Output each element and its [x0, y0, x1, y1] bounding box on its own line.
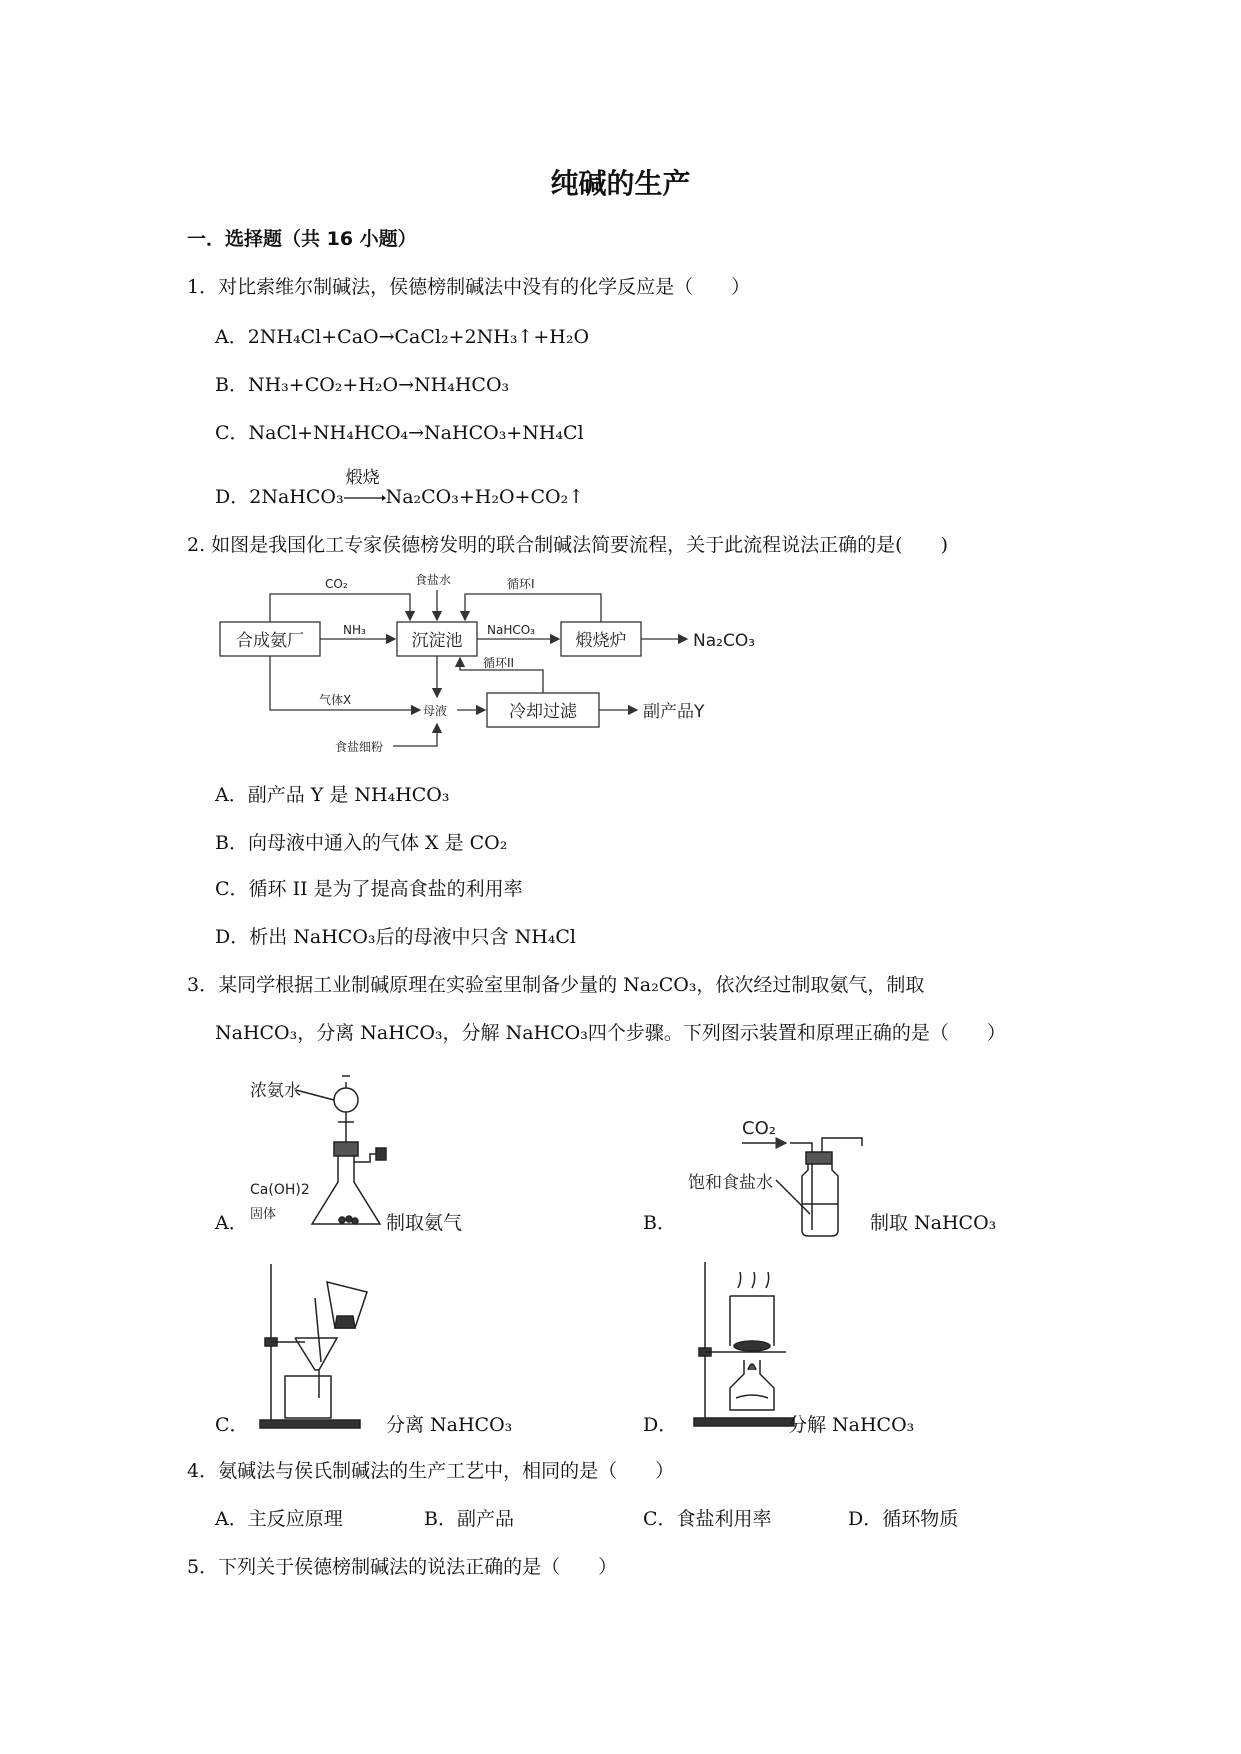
q1-d-reactant: D．2NaHCO₃	[215, 486, 344, 508]
flow-label-nh3: NH₃	[343, 623, 366, 637]
q3-option-b-letter: B．	[643, 1212, 676, 1234]
q3-option-a-letter: A．	[215, 1212, 248, 1234]
apparatus-b-figure	[680, 1110, 870, 1242]
flow-label-box1: 合成氨厂	[236, 631, 304, 651]
q4-option-b: B．副产品	[424, 1508, 514, 1530]
q3-option-c-letter: C．	[215, 1414, 249, 1436]
section-heading: 一．选择题（共 16 小题）	[187, 228, 417, 250]
flow-label-nahco3: NaHCO₃	[487, 623, 535, 637]
apparatus-b-label-brine: 饱和食盐水	[688, 1173, 773, 1193]
q1-option-c: C．NaCl+NH₄HCO₄→NaHCO₃+NH₄Cl	[215, 422, 584, 444]
arrow-icon	[344, 494, 386, 502]
flow-label-gasx: 气体X	[319, 693, 352, 707]
q1-option-d	[215, 468, 585, 508]
flow-label-salt: 食盐细粉	[335, 740, 384, 754]
reaction-arrow	[344, 468, 386, 503]
flow-label-box4: 冷却过滤	[509, 702, 577, 722]
flow-label-product: Na₂CO₃	[693, 631, 756, 651]
apparatus-a-label-ammonia: 浓氨水	[250, 1081, 301, 1101]
q4-option-d: D．循环物质	[848, 1508, 959, 1530]
q3-stem-line2: NaHCO₃，分离 NaHCO₃，分解 NaHCO₃四个步骤。下列图示装置和原理正确的是（ ）	[215, 1022, 1006, 1044]
q2-option-b: B．向母液中通入的气体 X 是 CO₂	[215, 832, 508, 854]
q3-option-a-caption: 制取氨气	[386, 1212, 463, 1234]
q3-option-c-caption: 分离 NaHCO₃	[386, 1414, 513, 1436]
apparatus-a-label-caoh2: Ca(OH)2	[250, 1182, 310, 1198]
flow-label-cycle1: 循环I	[507, 577, 535, 591]
apparatus-c-figure	[255, 1258, 385, 1430]
q3-option-b-caption: 制取 NaHCO₃	[870, 1212, 997, 1234]
q2-option-a: A．副产品 Y 是 NH₄HCO₃	[215, 784, 450, 806]
q3-option-d-letter: D．	[643, 1414, 678, 1436]
apparatus-a-figure	[250, 1062, 390, 1242]
q4-stem: 4．氨碱法与侯氏制碱法的生产工艺中，相同的是（ ）	[187, 1460, 675, 1482]
q1-option-b: B．NH₃+CO₂+H₂O→NH₄HCO₃	[215, 374, 510, 396]
flow-label-mother: 母液	[423, 704, 448, 718]
q5-stem: 5．下列关于侯德榜制碱法的说法正确的是（ ）	[187, 1556, 618, 1578]
apparatus-d-figure	[690, 1258, 800, 1430]
reaction-condition: 煅烧	[345, 468, 380, 488]
q2-stem: 2. 如图是我国化工专家侯德榜发明的联合制碱法简要流程，关于此流程说法正确的是( )	[187, 534, 948, 556]
flow-label-co2: CO₂	[325, 577, 348, 591]
flow-label-box2: 沉淀池	[411, 631, 463, 651]
apparatus-b-label-co2: CO₂	[742, 1118, 776, 1139]
q1-option-a: A．2NH₄Cl+CaO→CaCl₂+2NH₃↑+H₂O	[215, 326, 590, 348]
apparatus-a-label-solid: 固体	[250, 1207, 277, 1222]
q3-stem-line1: 3．某同学根据工业制碱原理在实验室里制备少量的 Na₂CO₃，依次经过制取氨气，制取	[187, 974, 925, 996]
page-title: 纯碱的生产	[550, 167, 691, 200]
flow-label-brine: 食盐水	[415, 573, 452, 587]
q2-option-c: C．循环 II 是为了提高食盐的利用率	[215, 878, 523, 900]
q3-option-d-caption: 分解 NaHCO₃	[788, 1414, 915, 1436]
flow-label-cycle2: 循环II	[483, 656, 515, 670]
q4-option-a: A．主反应原理	[215, 1508, 343, 1530]
flow-diagram	[215, 570, 785, 760]
flow-label-byproduct: 副产品Y	[643, 702, 705, 722]
q1-d-product: Na₂CO₃+H₂O+CO₂↑	[385, 486, 585, 508]
flow-label-box3: 煅烧炉	[575, 631, 627, 651]
q1-stem: 1．对比索维尔制碱法，侯德榜制碱法中没有的化学反应是（ ）	[187, 276, 751, 298]
q4-option-c: C．食盐利用率	[643, 1508, 772, 1530]
q2-option-d: D．析出 NaHCO₃后的母液中只含 NH₄Cl	[215, 926, 576, 948]
